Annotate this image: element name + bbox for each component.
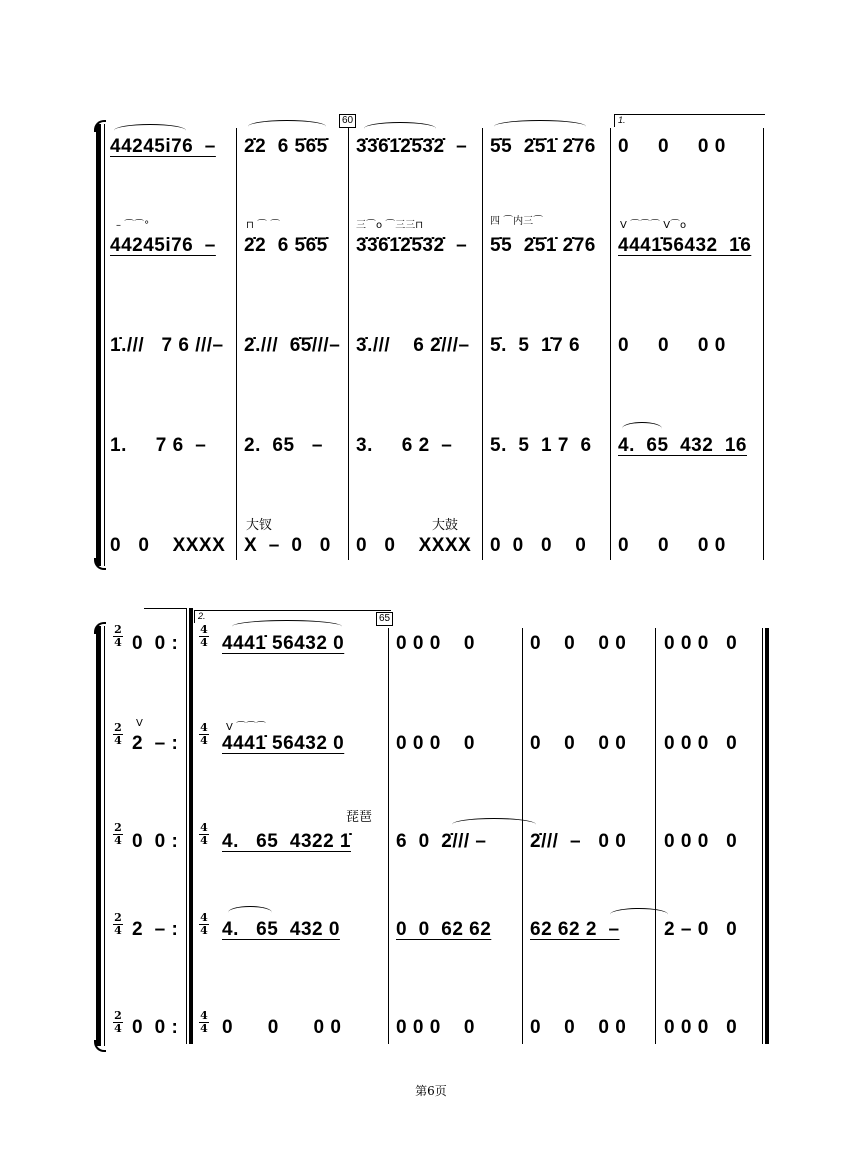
measure: 0 0 0 0 xyxy=(618,335,726,356)
measure: 4. 65 432 0 xyxy=(222,919,340,940)
slur xyxy=(494,120,586,133)
page-number: 第6页 xyxy=(415,1084,447,1098)
slur xyxy=(248,120,326,133)
volta-label: 1. xyxy=(618,115,626,125)
repeat-barline xyxy=(189,608,193,1044)
measure: 0 0 0 0 xyxy=(664,733,738,754)
slur xyxy=(364,122,436,135)
measure: 3̇3̇6̇1̇2̇5̇3̇2̇ – xyxy=(356,136,468,157)
staff-row-melody-2 xyxy=(0,718,862,772)
measure: 0 0 : xyxy=(132,633,179,654)
measure: 4441̇ 56432 0 xyxy=(222,633,345,654)
measure: X – 0 0 xyxy=(244,535,331,556)
time-signature: 2 4 xyxy=(114,1009,122,1035)
measure: 62 62 2 – xyxy=(530,919,620,940)
measure: 0 0 0 0 xyxy=(530,733,627,754)
time-signature: 2 4 xyxy=(114,721,122,747)
ornament-marks: 三⌒o ⌒三三⊓ xyxy=(356,220,424,231)
staff-row-melody-2 xyxy=(0,216,862,262)
time-signature: 4 4 xyxy=(200,623,208,649)
measure: 0 0 XXXX xyxy=(356,535,472,556)
barline xyxy=(186,608,187,1044)
measure: 0 0 0 0 xyxy=(618,535,726,556)
breath-mark: V xyxy=(136,718,143,729)
measure: 2̇./// 6̇5̇///– xyxy=(244,335,341,356)
time-signature: 4 4 xyxy=(200,721,208,747)
measure: 0 0 0 0 xyxy=(664,1017,738,1038)
measure: 1. 7 6 – xyxy=(110,435,207,456)
measure: 3̇3̇6̇1̇2̇5̇3̇2̇ – xyxy=(356,235,468,256)
staff-row-bass xyxy=(0,434,862,474)
time-signature: 2 4 xyxy=(114,623,122,649)
measure: 0 0 0 0 xyxy=(530,633,627,654)
measure: 3. 6 2 – xyxy=(356,435,453,456)
measure: 4441̇ 56432 0 xyxy=(222,733,345,754)
measure: 0 0 0 0 xyxy=(664,633,738,654)
measure: 4. 65 432 16 xyxy=(618,435,747,456)
measure: 4441̇56432 1̇6 xyxy=(618,235,752,256)
measure: 0 0 0 0 xyxy=(222,1017,342,1038)
measure: 2̇2 6 5̇6̇5̇ xyxy=(244,235,328,256)
instrument-annotation: 大鼓 xyxy=(432,518,459,533)
measure: 44245i76 – xyxy=(110,235,216,256)
measure: 5. 5 1 7 6 xyxy=(490,435,592,456)
measure: 4. 65 4322 1̇ xyxy=(222,831,351,852)
ornament-marks: – ⌒⌒° xyxy=(116,220,150,231)
instrument-annotation: 大钗 xyxy=(246,518,273,533)
time-signature: 2 4 xyxy=(114,821,122,847)
measure: 2̇/// – 0 0 xyxy=(530,831,627,852)
measure: 0 0 : xyxy=(132,831,179,852)
time-signature: 4 4 xyxy=(200,1009,208,1035)
measure: 0 0 0 0 xyxy=(396,1017,475,1038)
measure: 1̇./// 7 6 ///– xyxy=(110,335,224,356)
measure: 2 – 0 0 xyxy=(664,919,738,940)
volta-bracket-1 xyxy=(614,114,765,127)
time-signature: 4 4 xyxy=(200,821,208,847)
staff-row-melody-1 xyxy=(0,135,862,175)
measure: 3̇./// 6 2̇///– xyxy=(356,335,470,356)
measure: 2 – : xyxy=(132,733,179,754)
staff-row-melody-1 xyxy=(0,632,862,672)
time-signature: 2 4 xyxy=(114,911,122,937)
staff-row-tremolo xyxy=(0,810,862,870)
measure: 0 0 0 0 xyxy=(530,1017,627,1038)
rehearsal-mark: 60 xyxy=(339,114,356,128)
staff-row-percussion xyxy=(0,1016,862,1056)
measure: 0 0 0 0 xyxy=(396,633,475,654)
measure: 6 0 2̇/// – xyxy=(396,831,487,852)
measure: 44245i76 – xyxy=(110,136,216,157)
measure: 0 0 0 0 xyxy=(664,831,738,852)
volta-label: 2. xyxy=(198,611,206,621)
bracket-top-hook xyxy=(94,120,106,132)
measure: 2̇2 6 5̇6̇5̇ xyxy=(244,136,328,157)
measure: 5̇5 2̇5̇1̇ 2̇76 xyxy=(490,136,596,157)
ornament-marks: 四 ⌒内三⌒ xyxy=(490,216,544,227)
time-signature: 4 4 xyxy=(200,911,208,937)
measure: 5̇. 5 1̇7 6 xyxy=(490,335,581,356)
measure: 0 0 : xyxy=(132,1017,179,1038)
ornament-marks: V ⌒⌒⌒ V⌒o xyxy=(620,220,687,231)
measure: 0 0 62 62 xyxy=(396,919,492,940)
measure: 0 0 XXXX xyxy=(110,535,226,556)
measure: 0 0 0 0 xyxy=(396,733,475,754)
rehearsal-mark: 65 xyxy=(376,612,393,626)
ornament-marks: V ⌒⌒⌒ xyxy=(226,722,267,733)
measure: 5̇5 2̇5̇1̇ 2̇76 xyxy=(490,235,596,256)
measure: 0 0 0 0 xyxy=(490,535,587,556)
measure: 0 0 0 0 xyxy=(618,136,726,157)
ornament-marks: ⊓ ⌒ ⌒ xyxy=(246,220,281,231)
volta-bracket-1-end xyxy=(144,608,187,621)
measure: 2. 65 – xyxy=(244,435,323,456)
staff-row-percussion xyxy=(0,518,862,574)
staff-row-tremolo xyxy=(0,334,862,374)
measure: 2 – : xyxy=(132,919,179,940)
staff-row-bass xyxy=(0,918,862,958)
instrument-annotation: 琵琶 xyxy=(346,810,373,825)
